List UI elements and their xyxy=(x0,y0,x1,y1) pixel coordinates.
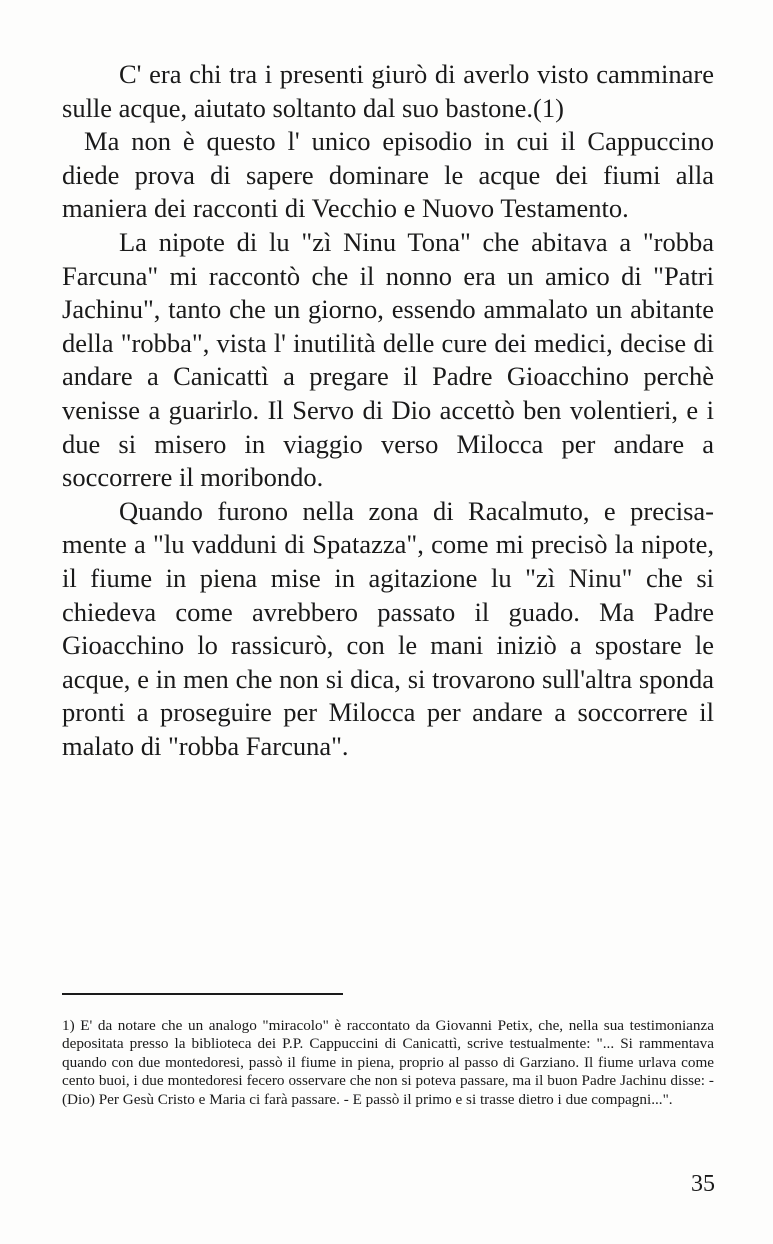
main-text xyxy=(62,58,714,763)
paragraph-1: C' era chi tra i presenti giurò di averlo visto camminare sulle acque, aiutato soltanto dal suo bastone.(1) xyxy=(62,59,714,123)
page-number: 35 xyxy=(691,1171,715,1197)
paragraph-4: Quando furono nella zona di Racalmuto, e precisamente a "lu vadduni di Spatazza", come mi precisò la nipote, il fiume in piena mise in agitazione lu "zì Ninu" che si chiedeva come avrebbero passato il guado. Ma Padre Gioacchino lo rassicurò, con le mani iniziò a spostare le acque, e in men che non si dica, si trovarono sull'altra sponda pronti a proseguire per Milocca per andare a soccorrere il malato di "robba Farcuna". xyxy=(62,495,714,761)
footnote-divider xyxy=(62,993,343,995)
footnote: 1) E' da notare che un analogo "miracolo" è raccontato da Giovanni Petix, che, nella sua testimonianza depositata presso la biblioteca dei P.P. Cappuccini di Canicattì, scrive testualmente: "... Si rammentava quando con due montedoresi, passò il fiume in piena, proprio al passo di Garziano. Il fiume urlava come cento buoi, i due montedoresi fecero osservare che non si poteva passare, ma il buon Padre Jachinu disse: - (Dio) Per Gesù Cristo e Maria ci farà passare. - E passò il primo e si trasse dietro i due compagni...". xyxy=(62,1017,714,1108)
paragraph-2: Ma non è questo l' unico episodio in cui il Cappuccino diede prova di sapere dominare le acque dei fiumi alla maniera dei racconti di Vecchio e Nuovo Testamento. xyxy=(62,126,714,224)
paragraph-3: La nipote di lu "zì Ninu Tona" che abitava a "robba Farcuna" mi raccontò che il nonno era un amico di "Patri Jachinu", tanto che un giorno, essendo ammalato un abitante della "robba", vista l' inutilità delle cure dei medici, decise di andare a Canicattì a pregare il Padre Gioacchino perchè venisse a guarirlo. Il Servo di Dio accettò ben volentieri, e i due si misero in viaggio verso Milocca per andare a soccorrere il moribondo. xyxy=(62,226,714,493)
